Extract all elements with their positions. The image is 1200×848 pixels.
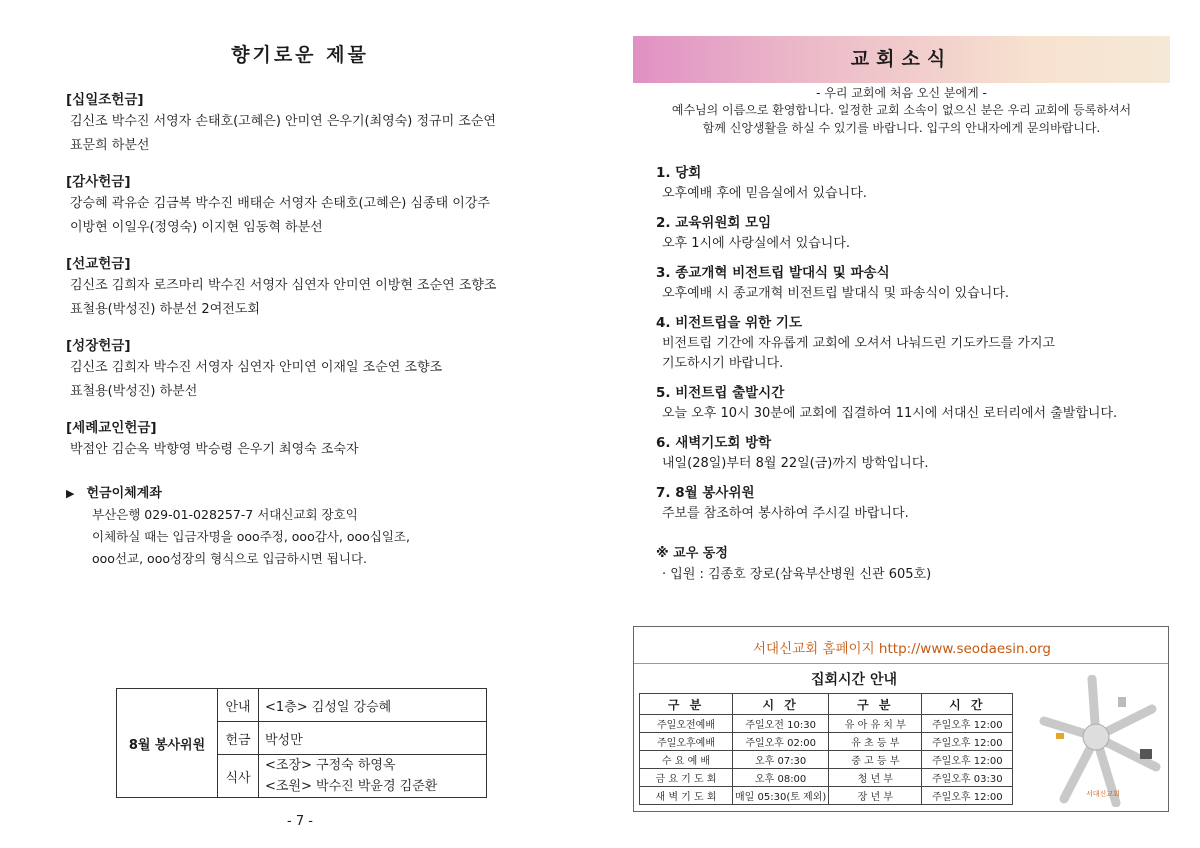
welcome-message: [633, 101, 1170, 137]
schedule-cell: 오후 07:30: [733, 751, 829, 769]
news-item-3: [656, 263, 1176, 304]
schedule-cell: 금 요 기 도 회: [640, 769, 733, 787]
news-item-text: 내일(28일)부터 8월 22일(금)까지 방학입니다.: [662, 456, 929, 471]
donor-list: 김신조 김희자 로즈마리 박수진 서영자 심연자 안미연 이방현 조순연 조향조: [70, 278, 497, 293]
schedule-header: 시 간: [922, 694, 1013, 715]
schedule-cell: 유 아 유 치 부: [829, 715, 922, 733]
donor-list: 표철용(박성진) 하분선 2여전도회: [70, 302, 260, 317]
news-item-heading: 4. 비전트립을 위한 기도: [656, 315, 802, 331]
homepage-link[interactable]: 서대신교회 홈페이지 http://www.seodaesin.org: [752, 641, 1051, 657]
donor-list: 김신조 박수진 서영자 손태호(고혜은) 안미연 은우기(최영숙) 정규미 조순연: [70, 114, 496, 129]
table-row: [640, 787, 1013, 805]
transfer-line: 부산은행 029-01-028257-7 서대신교회 장호익: [92, 507, 358, 522]
duty-members: [259, 755, 487, 798]
schedule-cell: 새 벽 기 도 회: [640, 787, 733, 805]
news-item-7: [656, 483, 1176, 524]
schedule-cell: 청 년 부: [829, 769, 922, 787]
schedule-cell: 주일오후 12:00: [922, 751, 1013, 769]
schedule-cell: 수 요 예 배: [640, 751, 733, 769]
duty-members-line: <조장> 구정숙 하영옥: [265, 758, 396, 773]
news-item-text: 오늘 오후 10시 30분에 교회에 집결하여 11시에 서대신 로터리에서 출발합니다.: [662, 406, 1118, 421]
schedule-cell: 주일오후 12:00: [922, 715, 1013, 733]
schedule-cell: 주일오후 12:00: [922, 787, 1013, 805]
duty-members-line: <조원> 박수진 박윤경 김준환: [265, 779, 438, 794]
donor-list: 박점안 김순옥 박향영 박승령 은우기 최영숙 조숙자: [70, 442, 359, 457]
news-item-text: 비전트립 기간에 자유롭게 교회에 오셔서 나눠드린 기도카드를 가지고: [662, 336, 1056, 351]
offering-section-thanks: [66, 172, 546, 240]
schedule-cell: 주일오후예배: [640, 733, 733, 751]
schedule-cell: 유 초 등 부: [829, 733, 922, 751]
news-item-4: [656, 313, 1176, 374]
page-number: - 7 -: [287, 814, 313, 829]
triangle-bullet-icon: ▶: [66, 487, 75, 500]
table-row: [640, 751, 1013, 769]
transfer-line: ooo선교, ooo성장의 형식으로 입금하시면 됩니다.: [92, 551, 368, 566]
welcome-line: 함께 신앙생활을 하실 수 있기를 바랍니다. 입구의 안내자에게 문의바랍니다.: [702, 121, 1101, 135]
transfer-line: 이체하실 때는 입금자명을 ooo주정, ooo감사, ooo십일조,: [92, 529, 410, 544]
section-heading: [감사헌금]: [66, 174, 131, 190]
news-item-1: [656, 163, 1176, 204]
schedule-cell: 주일오후 12:00: [922, 733, 1013, 751]
news-item-heading: 5. 비전트립 출발시간: [656, 385, 785, 401]
divider: [634, 663, 1168, 664]
table-row: [640, 733, 1013, 751]
section-heading: [십일조헌금]: [66, 92, 144, 108]
transfer-account-section: [66, 484, 546, 570]
map-church-label: 서대신교회: [1086, 790, 1120, 798]
news-item-6: [656, 433, 1176, 474]
donor-list: 표철용(박성진) 하분선: [70, 384, 198, 399]
news-item-text: 오후예배 시 종교개혁 비전트립 발대식 및 파송식이 있습니다.: [662, 286, 1010, 301]
schedule-cell: 주일오후 02:00: [733, 733, 829, 751]
member-news-text: · 입원 : 김종호 장로(삼육부산병원 신관 605호): [662, 567, 932, 582]
schedule-cell: 중 고 등 부: [829, 751, 922, 769]
schedule-cell: 장 년 부: [829, 787, 922, 805]
schedule-cell: 주일오전예배: [640, 715, 733, 733]
schedule-title: 집회시간 안내: [810, 672, 898, 688]
schedule-cell: 오후 08:00: [733, 769, 829, 787]
section-heading: [성장헌금]: [66, 338, 131, 354]
schedule-table: [639, 693, 1013, 805]
news-item-text: 기도하시기 바랍니다.: [662, 356, 784, 371]
offering-section-tithe: [66, 90, 546, 158]
member-news: [656, 544, 1156, 586]
duty-table: [116, 688, 487, 798]
church-info-box: [633, 626, 1169, 812]
donor-list: 이방현 이일우(정영숙) 이지현 임동혁 하분선: [70, 220, 323, 235]
duty-role: 식사: [218, 755, 259, 798]
news-item-2: [656, 213, 1176, 254]
schedule-cell: 매일 05:30(토 제외): [733, 787, 829, 805]
duty-label: 8월 봉사위원: [117, 689, 218, 798]
schedule-cell: 주일오전 10:30: [733, 715, 829, 733]
news-item-heading: 7. 8월 봉사위원: [656, 485, 755, 501]
church-location-map: [1030, 675, 1162, 807]
church-news-banner: 교회소식: [633, 36, 1170, 83]
news-item-text: 오후 1시에 사랑실에서 있습니다.: [662, 236, 851, 251]
duty-members: <1층> 김성일 강승혜: [259, 689, 487, 722]
news-item-heading: 1. 당회: [656, 165, 702, 181]
offering-section-baptized: [66, 418, 546, 462]
schedule-header: 구 분: [640, 694, 733, 715]
news-item-5: [656, 383, 1176, 424]
news-item-heading: 6. 새벽기도회 방학: [656, 435, 772, 451]
offering-section-growth: [66, 336, 546, 404]
news-item-text: 오후예배 후에 믿음실에서 있습니다.: [662, 186, 867, 201]
member-news-heading: ※ 교우 동정: [656, 546, 728, 561]
page-title: 향기로운 제물: [231, 44, 369, 66]
donor-list: 강승혜 곽유순 김금복 박수진 배태순 서영자 손태호(고혜은) 심종태 이강주: [70, 196, 490, 211]
schedule-header: 시 간: [733, 694, 829, 715]
offering-section-mission: [66, 254, 546, 322]
donor-list: 표문희 하분선: [70, 138, 150, 153]
welcome-subtitle: - 우리 교회에 처음 오신 분에게 -: [816, 86, 987, 100]
table-row: [640, 715, 1013, 733]
news-item-heading: 3. 종교개혁 비전트립 발대식 및 파송식: [656, 265, 890, 281]
section-heading: [선교헌금]: [66, 256, 131, 272]
transfer-heading: ▶ 헌금이체계좌: [66, 484, 546, 504]
duty-members: 박성만: [259, 722, 487, 755]
section-heading: [세례교인헌금]: [66, 420, 157, 436]
table-row: [640, 769, 1013, 787]
schedule-cell: 주일오후 03:30: [922, 769, 1013, 787]
news-item-heading: 2. 교육위원회 모임: [656, 215, 772, 231]
schedule-header: 구 분: [829, 694, 922, 715]
news-item-text: 주보를 참조하여 봉사하여 주시길 바랍니다.: [662, 506, 909, 521]
duty-role: 헌금: [218, 722, 259, 755]
welcome-line: 예수님의 이름으로 환영합니다. 일정한 교회 소속이 없으신 분은 우리 교회에 등록하셔서: [671, 103, 1132, 117]
duty-role: 안내: [218, 689, 259, 722]
donor-list: 김신조 김희자 박수진 서영자 심연자 안미연 이재일 조순연 조향조: [70, 360, 443, 375]
